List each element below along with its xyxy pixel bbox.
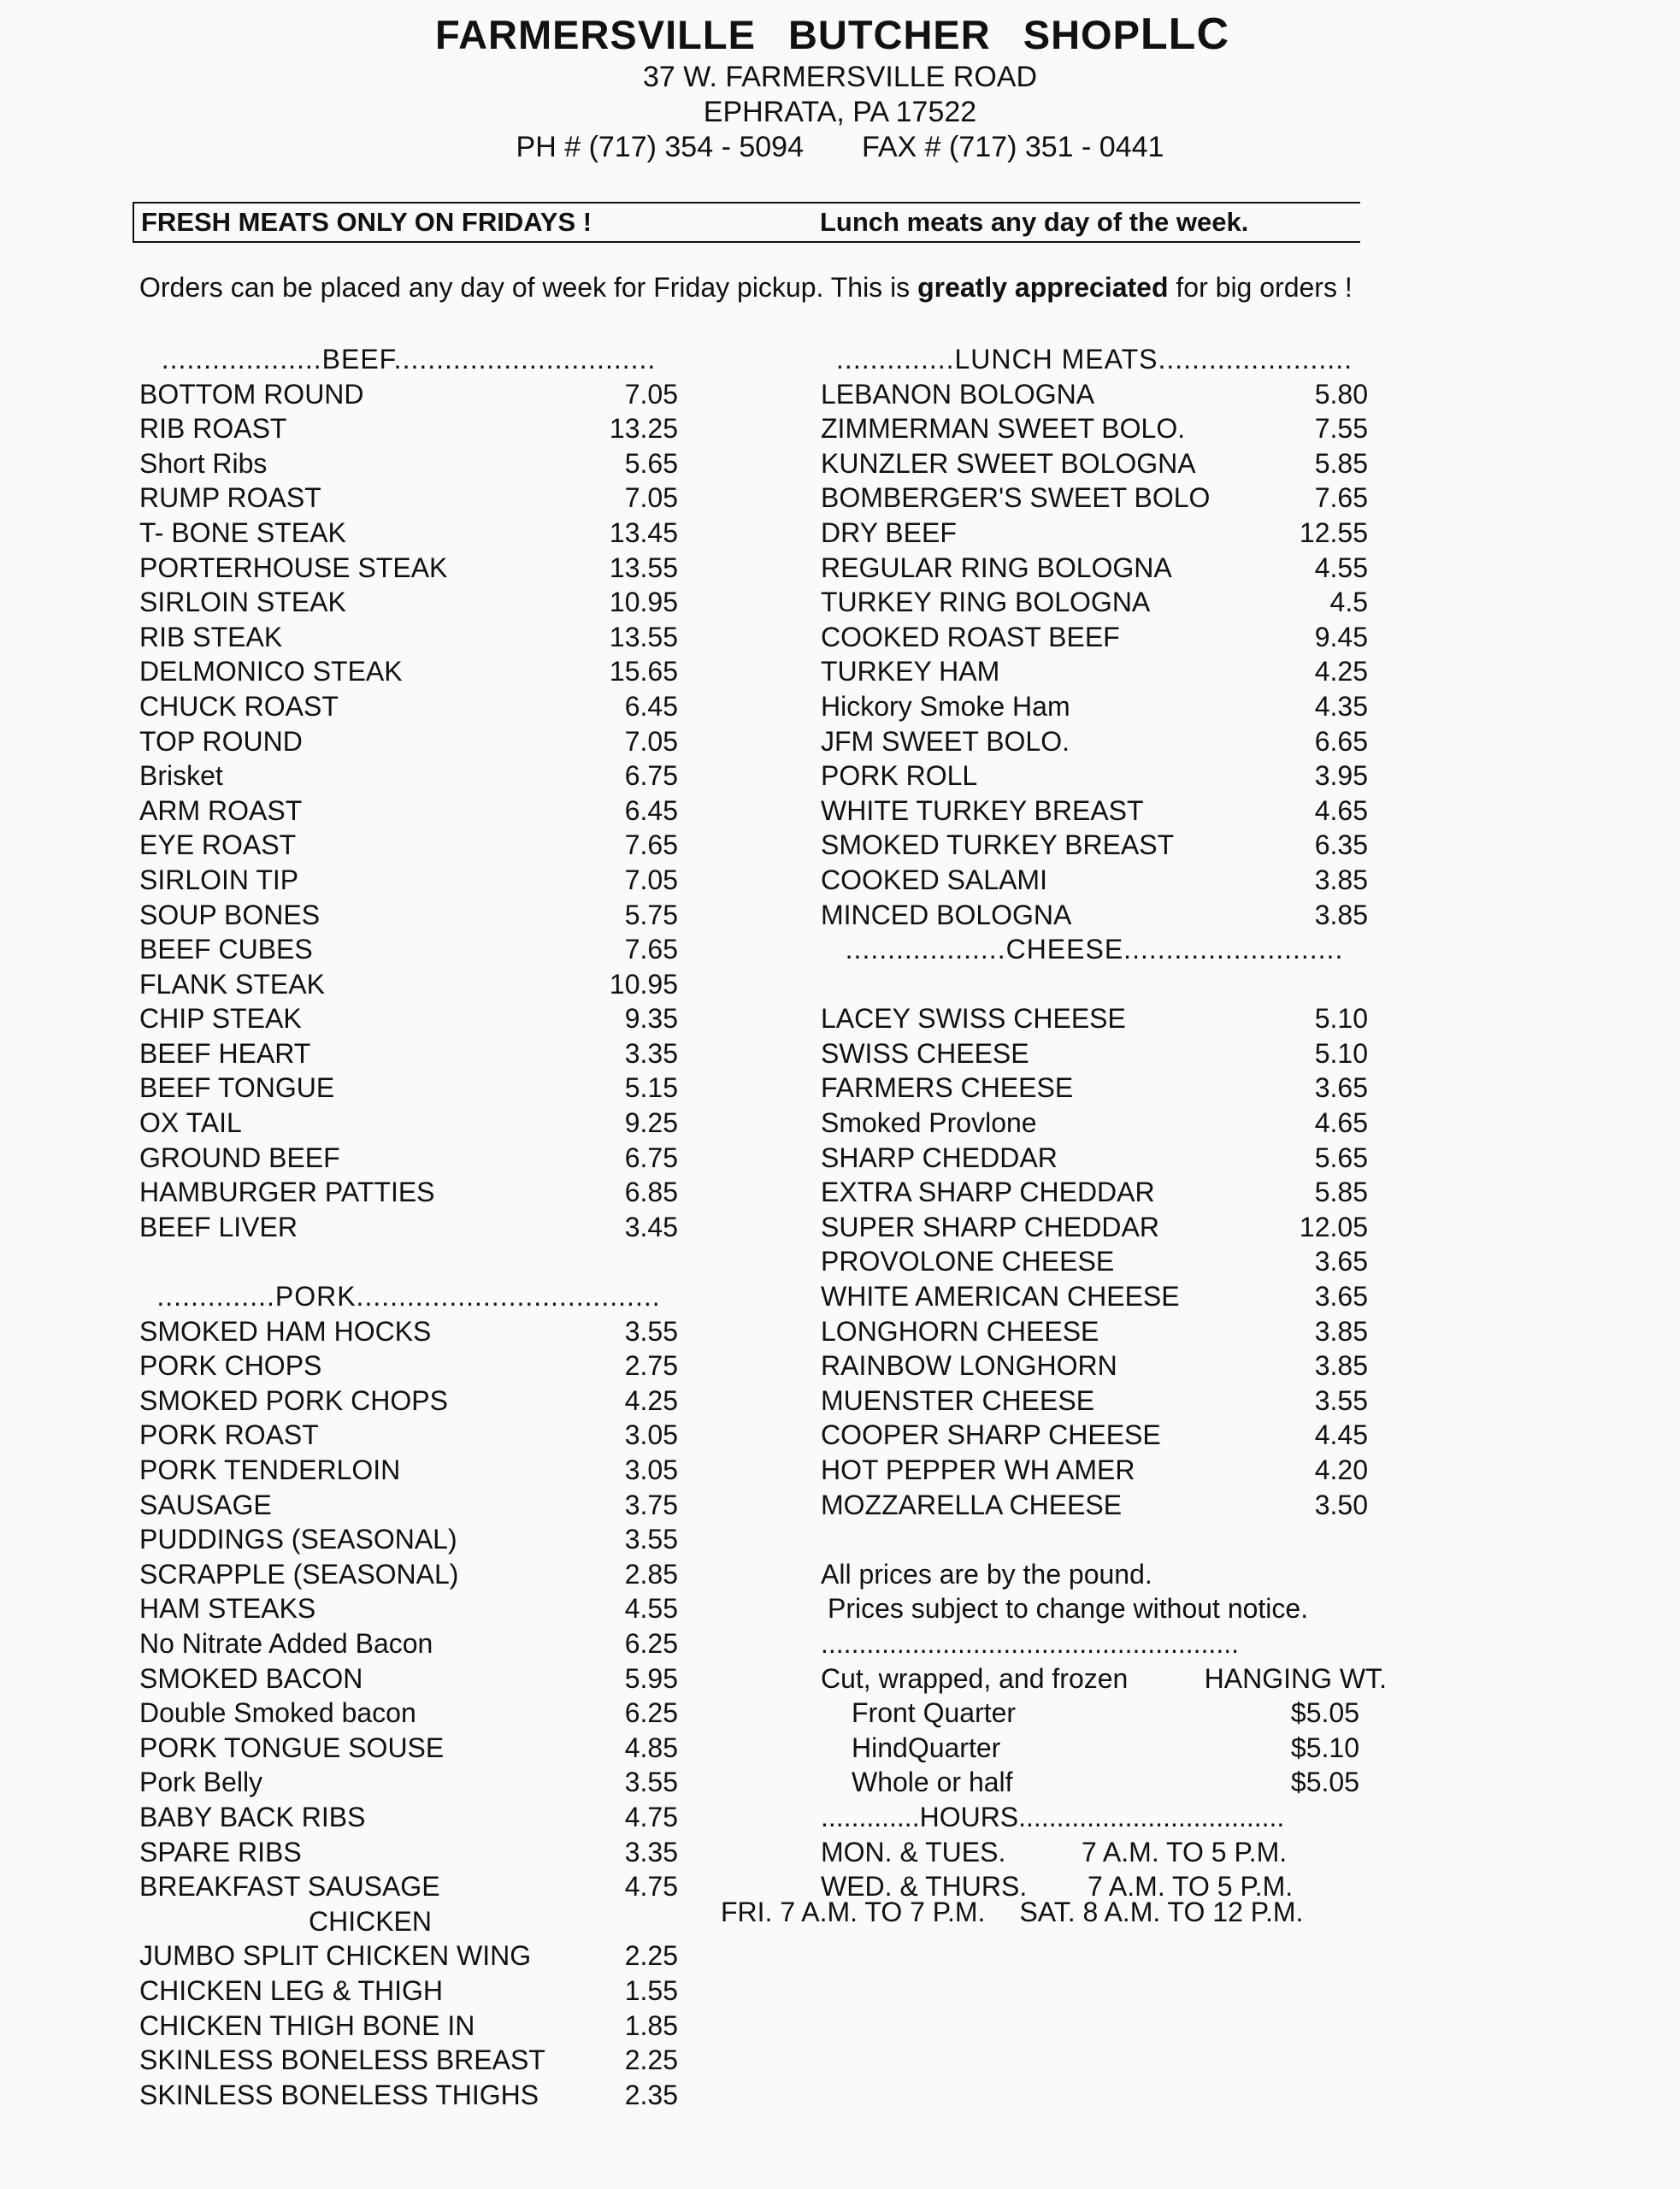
- item-name: HOT PEPPER WH AMER: [821, 1454, 1135, 1485]
- item-name: SKINLESS BONELESS THIGHS: [139, 2079, 539, 2110]
- hours-saturday: SAT. 8 A.M. TO 12 P.M.: [1019, 1897, 1304, 1927]
- hours-wed-thurs: WED. & THURS. 7 A.M. TO 5 P.M.: [821, 1871, 1294, 1903]
- list-item: [821, 654, 1368, 689]
- list-item: [139, 1938, 678, 1974]
- item-price: 7.05: [624, 482, 678, 514]
- item-price: 6.25: [624, 1697, 678, 1729]
- pork-list: [139, 1314, 678, 1904]
- item-price: 4.75: [624, 1801, 678, 1832]
- item-price: 3.65: [1314, 1072, 1368, 1104]
- item-name: DELMONICO STEAK: [139, 656, 403, 687]
- item-name: JUMBO SPLIT CHICKEN WING: [139, 1940, 532, 1972]
- list-item: [821, 516, 1368, 551]
- list-item: [821, 1314, 1368, 1349]
- list-item: [139, 1522, 678, 1557]
- list-item: [139, 1661, 678, 1696]
- item-name: TURKEY RING BOLOGNA: [821, 587, 1151, 618]
- chicken-heading: CHICKEN: [308, 1905, 432, 1937]
- list-item: [821, 1141, 1368, 1176]
- item-name: PORK TONGUE SOUSE: [139, 1732, 445, 1763]
- item-name: HAMBURGER PATTIES: [139, 1177, 435, 1208]
- item-name: CHICKEN THIGH BONE IN: [139, 2009, 475, 2041]
- item-name: PORTERHOUSE STEAK: [139, 552, 448, 583]
- list-item: [139, 1591, 678, 1626]
- item-price: 4.85: [624, 1732, 678, 1763]
- list-item: [821, 585, 1368, 620]
- item-price: 4.45: [1314, 1419, 1368, 1451]
- item-price: 4.25: [624, 1384, 678, 1416]
- list-item: [821, 446, 1368, 481]
- list-item: [139, 898, 678, 933]
- item-name: SIRLOIN TIP: [139, 864, 299, 895]
- item-price: 2.75: [624, 1350, 678, 1382]
- item-price: 6.75: [624, 1142, 678, 1173]
- list-item: [821, 898, 1368, 933]
- notes-divider: .......................................................: [821, 1627, 1239, 1659]
- item-name: TURKEY HAM: [821, 656, 1000, 687]
- item-price: 6.35: [1314, 829, 1368, 861]
- cheese-list: [821, 1001, 1368, 1522]
- item-price: 7.05: [624, 725, 678, 757]
- item-price: 3.75: [624, 1489, 678, 1520]
- item-price: 10.95: [609, 587, 678, 618]
- item-name: LACEY SWISS CHEESE: [821, 1003, 1126, 1035]
- item-name: BOTTOM ROUND: [139, 378, 364, 410]
- list-item: [139, 1384, 678, 1419]
- item-name: PORK ROLL: [821, 760, 978, 792]
- item-price: 4.35: [1314, 690, 1368, 722]
- item-name: MINCED BOLOGNA: [821, 899, 1072, 930]
- hours-mon-tues: MON. & TUES. 7 A.M. TO 5 P.M.: [821, 1836, 1288, 1867]
- item-name: LONGHORN CHEESE: [821, 1315, 1099, 1347]
- item-name: SOUP BONES: [139, 899, 321, 930]
- item-price: 3.50: [1314, 1489, 1368, 1520]
- left-column: [139, 342, 678, 2112]
- lunch-meats-list: [821, 377, 1368, 933]
- list-item: [139, 689, 678, 724]
- list-item: [139, 1036, 678, 1071]
- item-name: BEEF TONGUE: [139, 1072, 335, 1104]
- item-name: Front Quarter: [852, 1697, 1017, 1729]
- list-item: [821, 1696, 1368, 1731]
- item-name: RAINBOW LONGHORN: [821, 1350, 1117, 1382]
- list-item: [821, 1279, 1368, 1314]
- item-name: CHIP STEAK: [139, 1003, 302, 1035]
- list-item: [821, 377, 1368, 412]
- item-name: SAUSAGE: [139, 1489, 272, 1520]
- lunch-meats-notice: Lunch meats any day of the week.: [820, 207, 1249, 237]
- item-price: 3.55: [624, 1767, 678, 1798]
- item-name: EYE ROAST: [139, 829, 297, 861]
- fresh-meats-notice: FRESH MEATS ONLY ON FRIDAYS !: [141, 207, 592, 237]
- item-price: 2.35: [624, 2079, 678, 2110]
- chicken-list: [139, 1938, 678, 2112]
- item-price: 9.45: [1314, 621, 1368, 652]
- item-name: BABY BACK RIBS: [139, 1801, 366, 1832]
- item-name: SWISS CHEESE: [821, 1037, 1029, 1069]
- item-price: 9.35: [624, 1003, 678, 1035]
- list-item: [139, 377, 678, 412]
- list-item: [139, 1835, 678, 1870]
- item-name: FARMERS CHEESE: [821, 1072, 1074, 1104]
- list-item: [139, 1175, 678, 1210]
- item-price: 3.85: [1314, 1350, 1368, 1382]
- address-line-1: 37 W. FARMERSVILLE ROAD: [642, 61, 1038, 93]
- list-item: [139, 1141, 678, 1176]
- item-name: SUPER SHARP CHEDDAR: [821, 1211, 1159, 1242]
- change-note: Prices subject to change without notice.: [828, 1593, 1309, 1625]
- item-price: 3.55: [1314, 1384, 1368, 1416]
- list-item: [821, 1384, 1368, 1419]
- list-item: [821, 758, 1368, 794]
- item-price: 9.25: [624, 1107, 678, 1139]
- item-price: 7.05: [624, 864, 678, 895]
- item-name: No Nitrate Added Bacon: [139, 1627, 433, 1659]
- item-name: SPARE RIBS: [139, 1836, 302, 1867]
- item-name: PORK ROAST: [139, 1419, 319, 1451]
- item-name: RIB STEAK: [139, 621, 283, 652]
- list-item: [821, 689, 1368, 724]
- item-name: GROUND BEEF: [139, 1142, 340, 1173]
- item-price: 13.55: [609, 552, 678, 583]
- lunch-meats-heading: ..............LUNCH MEATS.......................: [836, 344, 1353, 375]
- item-price: 3.05: [624, 1419, 678, 1451]
- item-price: 5.10: [1314, 1037, 1368, 1069]
- list-item: [139, 516, 678, 551]
- list-item: [821, 828, 1368, 863]
- item-name: REGULAR RING BOLOGNA: [821, 552, 1172, 583]
- item-name: HindQuarter: [852, 1732, 1001, 1763]
- item-price: 13.25: [609, 413, 678, 445]
- hanging-weight-header: Cut, wrapped, and frozen HANGING WT.: [821, 1662, 1387, 1694]
- item-price: 1.85: [624, 2009, 678, 2041]
- item-price: 3.85: [1314, 1315, 1368, 1347]
- list-item: [139, 758, 678, 794]
- item-name: COOPER SHARP CHEESE: [821, 1419, 1161, 1451]
- item-name: MOZZARELLA CHEESE: [821, 1489, 1123, 1520]
- orders-note: Orders can be placed any day of week for Friday pickup. This is greatly appreciated for big orders !: [139, 272, 1353, 303]
- list-item: [139, 1869, 678, 1904]
- list-item: [139, 828, 678, 863]
- item-price: 7.65: [1314, 482, 1368, 514]
- item-price: 6.65: [1314, 725, 1368, 757]
- item-price: 2.25: [624, 2044, 678, 2076]
- item-price: 4.65: [1314, 1107, 1368, 1139]
- item-name: Brisket: [139, 760, 223, 792]
- list-item: [139, 1488, 678, 1523]
- item-price: 4.5: [1329, 587, 1368, 618]
- item-price: 10.95: [609, 968, 678, 1000]
- item-price: 7.05: [624, 378, 678, 410]
- list-item: [821, 1453, 1368, 1488]
- list-item: [139, 1974, 678, 2009]
- list-item: [139, 620, 678, 655]
- item-name: PORK CHOPS: [139, 1350, 322, 1382]
- price-note: All prices are by the pound.: [821, 1558, 1152, 1590]
- list-item: [821, 1036, 1368, 1071]
- list-item: [139, 1001, 678, 1036]
- list-item: [821, 1175, 1368, 1210]
- item-price: 3.85: [1314, 899, 1368, 930]
- item-price: 2.85: [624, 1558, 678, 1590]
- item-price: 3.45: [624, 1211, 678, 1242]
- item-name: SKINLESS BONELESS BREAST: [139, 2044, 545, 2076]
- item-price: 3.55: [624, 1315, 678, 1347]
- item-name: BEEF HEART: [139, 1037, 311, 1069]
- list-item: [139, 932, 678, 967]
- item-name: PORK TENDERLOIN: [139, 1454, 401, 1485]
- item-price: 3.55: [624, 1524, 678, 1555]
- item-price: 6.25: [624, 1627, 678, 1659]
- item-price: 4.55: [624, 1593, 678, 1625]
- list-item: [139, 446, 678, 481]
- item-price: 6.75: [624, 760, 678, 792]
- list-item: [139, 967, 678, 1002]
- list-item: [139, 2078, 678, 2113]
- item-price: $5.10: [1290, 1732, 1359, 1763]
- item-price: 5.85: [1314, 1177, 1368, 1208]
- item-price: 7.65: [624, 934, 678, 965]
- list-item: [821, 1418, 1368, 1453]
- item-price: 5.65: [624, 447, 678, 479]
- list-item: [139, 1696, 678, 1731]
- item-price: 3.35: [624, 1836, 678, 1867]
- list-item: [821, 1106, 1368, 1141]
- list-item: [821, 551, 1368, 586]
- item-name: SMOKED PORK CHOPS: [139, 1384, 448, 1416]
- item-name: BOMBERGER'S SWEET BOLO: [821, 482, 1211, 514]
- hours-friday: FRI. 7 A.M. TO 7 P.M.: [721, 1897, 986, 1927]
- item-name: COOKED ROAST BEEF: [821, 621, 1120, 652]
- item-name: LEBANON BOLOGNA: [821, 378, 1095, 410]
- item-name: OX TAIL: [139, 1107, 242, 1139]
- list-item: [821, 794, 1368, 829]
- list-item: [821, 1210, 1368, 1245]
- item-name: WHITE AMERICAN CHEESE: [821, 1281, 1180, 1313]
- item-name: KUNZLER SWEET BOLOGNA: [821, 447, 1196, 479]
- item-price: 3.65: [1314, 1281, 1368, 1313]
- contact-line: [0, 130, 1680, 165]
- item-name: Smoked Provlone: [821, 1107, 1037, 1139]
- item-price: 3.05: [624, 1454, 678, 1485]
- list-item: [139, 1418, 678, 1453]
- item-price: 4.25: [1314, 656, 1368, 687]
- list-item: [139, 2043, 678, 2078]
- right-column: [821, 342, 1387, 1904]
- list-item: [139, 1210, 678, 1245]
- list-item: [139, 1348, 678, 1384]
- list-item: [139, 1071, 678, 1106]
- list-item: [139, 794, 678, 829]
- list-item: [139, 2009, 678, 2044]
- item-price: 3.95: [1314, 760, 1368, 792]
- pork-heading: ..............PORK....................................: [156, 1281, 661, 1313]
- fax-number: FAX # (717) 351 - 0441: [861, 131, 1164, 163]
- item-name: Pork Belly: [139, 1767, 263, 1798]
- item-price: 12.55: [1299, 516, 1368, 548]
- item-price: 6.45: [624, 794, 678, 826]
- shop-name: FARMERSVILLE BUTCHER SHOPLLC: [434, 9, 1230, 59]
- item-price: 7.55: [1314, 413, 1368, 445]
- beef-list: [139, 377, 678, 1245]
- list-item: [139, 411, 678, 446]
- item-price: 5.65: [1314, 1142, 1368, 1173]
- item-price: 4.65: [1314, 794, 1368, 826]
- list-item: [821, 1001, 1368, 1036]
- item-price: 3.85: [1314, 864, 1368, 895]
- hours-heading: .............HOURS...................................: [821, 1801, 1285, 1832]
- list-item: [139, 1626, 678, 1661]
- item-name: BREAKFAST SAUSAGE: [139, 1871, 440, 1903]
- item-name: SIRLOIN STEAK: [139, 587, 346, 618]
- list-item: [139, 654, 678, 689]
- item-price: 15.65: [609, 656, 678, 687]
- item-name: SMOKED HAM HOCKS: [139, 1315, 432, 1347]
- item-price: 5.80: [1314, 378, 1368, 410]
- hanging-weight-list: [821, 1696, 1368, 1800]
- item-name: JFM SWEET BOLO.: [821, 725, 1070, 757]
- item-price: 3.65: [1314, 1246, 1368, 1277]
- list-item: [139, 1106, 678, 1141]
- beef-heading: ...................BEEF...............................: [161, 344, 657, 375]
- item-name: HAM STEAKS: [139, 1593, 316, 1625]
- item-name: T- BONE STEAK: [139, 516, 346, 548]
- list-item: [139, 863, 678, 898]
- item-name: MUENSTER CHEESE: [821, 1384, 1095, 1416]
- item-name: WHITE TURKEY BREAST: [821, 794, 1144, 826]
- item-name: SMOKED TURKEY BREAST: [821, 829, 1175, 861]
- item-name: SCRAPPLE (SEASONAL): [139, 1558, 459, 1590]
- item-name: PUDDINGS (SEASONAL): [139, 1524, 457, 1555]
- item-name: Short Ribs: [139, 447, 268, 479]
- item-name: ZIMMERMAN SWEET BOLO.: [821, 413, 1186, 445]
- item-name: PROVOLONE CHEESE: [821, 1246, 1115, 1277]
- list-item: [139, 551, 678, 586]
- list-item: [139, 724, 678, 759]
- list-item: [821, 481, 1368, 516]
- list-item: [821, 863, 1368, 898]
- list-item: [139, 1731, 678, 1766]
- item-name: ARM ROAST: [139, 794, 303, 826]
- list-item: [821, 724, 1368, 759]
- item-price: 7.65: [624, 829, 678, 861]
- list-item: [139, 1314, 678, 1349]
- item-name: FLANK STEAK: [139, 968, 325, 1000]
- item-name: CHUCK ROAST: [139, 690, 339, 722]
- item-price: 4.75: [624, 1871, 678, 1903]
- item-name: BEEF LIVER: [139, 1211, 298, 1242]
- item-name: RIB ROAST: [139, 413, 287, 445]
- item-name: TOP ROUND: [139, 725, 303, 757]
- item-price: 13.55: [609, 621, 678, 652]
- item-price: 12.05: [1299, 1211, 1368, 1242]
- item-name: SHARP CHEDDAR: [821, 1142, 1058, 1173]
- item-price: 5.85: [1314, 447, 1368, 479]
- item-name: BEEF CUBES: [139, 934, 313, 965]
- list-item: [821, 1348, 1368, 1384]
- hours-fri-sat: [721, 1897, 1303, 1928]
- list-item: [821, 1244, 1368, 1279]
- list-item: [139, 1453, 678, 1488]
- list-item: [821, 411, 1368, 446]
- list-item: [821, 1488, 1368, 1523]
- list-item: [139, 1557, 678, 1592]
- item-price: 1.55: [624, 1974, 678, 2006]
- item-price: 4.20: [1314, 1454, 1368, 1485]
- shop-header: [0, 9, 1680, 165]
- list-item: [821, 1765, 1368, 1800]
- item-name: DRY BEEF: [821, 516, 957, 548]
- item-price: $5.05: [1290, 1767, 1359, 1798]
- item-name: RUMP ROAST: [139, 482, 321, 514]
- item-price: 5.95: [624, 1662, 678, 1694]
- item-price: 2.25: [624, 1940, 678, 1972]
- list-item: [139, 1765, 678, 1800]
- address-line-2: EPHRATA, PA 17522: [703, 96, 977, 128]
- item-name: COOKED SALAMI: [821, 864, 1047, 895]
- item-name: Double Smoked bacon: [139, 1697, 416, 1729]
- item-name: EXTRA SHARP CHEDDAR: [821, 1177, 1155, 1208]
- item-name: CHICKEN LEG & THIGH: [139, 1974, 444, 2006]
- notice-bar: [133, 202, 1360, 243]
- item-price: 6.45: [624, 690, 678, 722]
- item-name: Whole or half: [852, 1767, 1013, 1798]
- phone-number: PH # (717) 354 - 5094: [516, 131, 804, 163]
- list-item: [821, 1071, 1368, 1106]
- item-price: 6.85: [624, 1177, 678, 1208]
- item-name: Hickory Smoke Ham: [821, 690, 1070, 722]
- list-item: [139, 585, 678, 620]
- item-price: 4.55: [1314, 552, 1368, 583]
- list-item: [139, 481, 678, 516]
- item-price: 13.45: [609, 516, 678, 548]
- item-price: 5.75: [624, 899, 678, 930]
- cheese-heading: ...................CHEESE..........................: [845, 934, 1344, 965]
- item-name: SMOKED BACON: [139, 1662, 363, 1694]
- item-price: 5.15: [624, 1072, 678, 1104]
- item-price: $5.05: [1290, 1697, 1359, 1729]
- list-item: [821, 620, 1368, 655]
- item-price: 5.10: [1314, 1003, 1368, 1035]
- list-item: [139, 1800, 678, 1835]
- item-price: 3.35: [624, 1037, 678, 1069]
- list-item: [821, 1731, 1368, 1766]
